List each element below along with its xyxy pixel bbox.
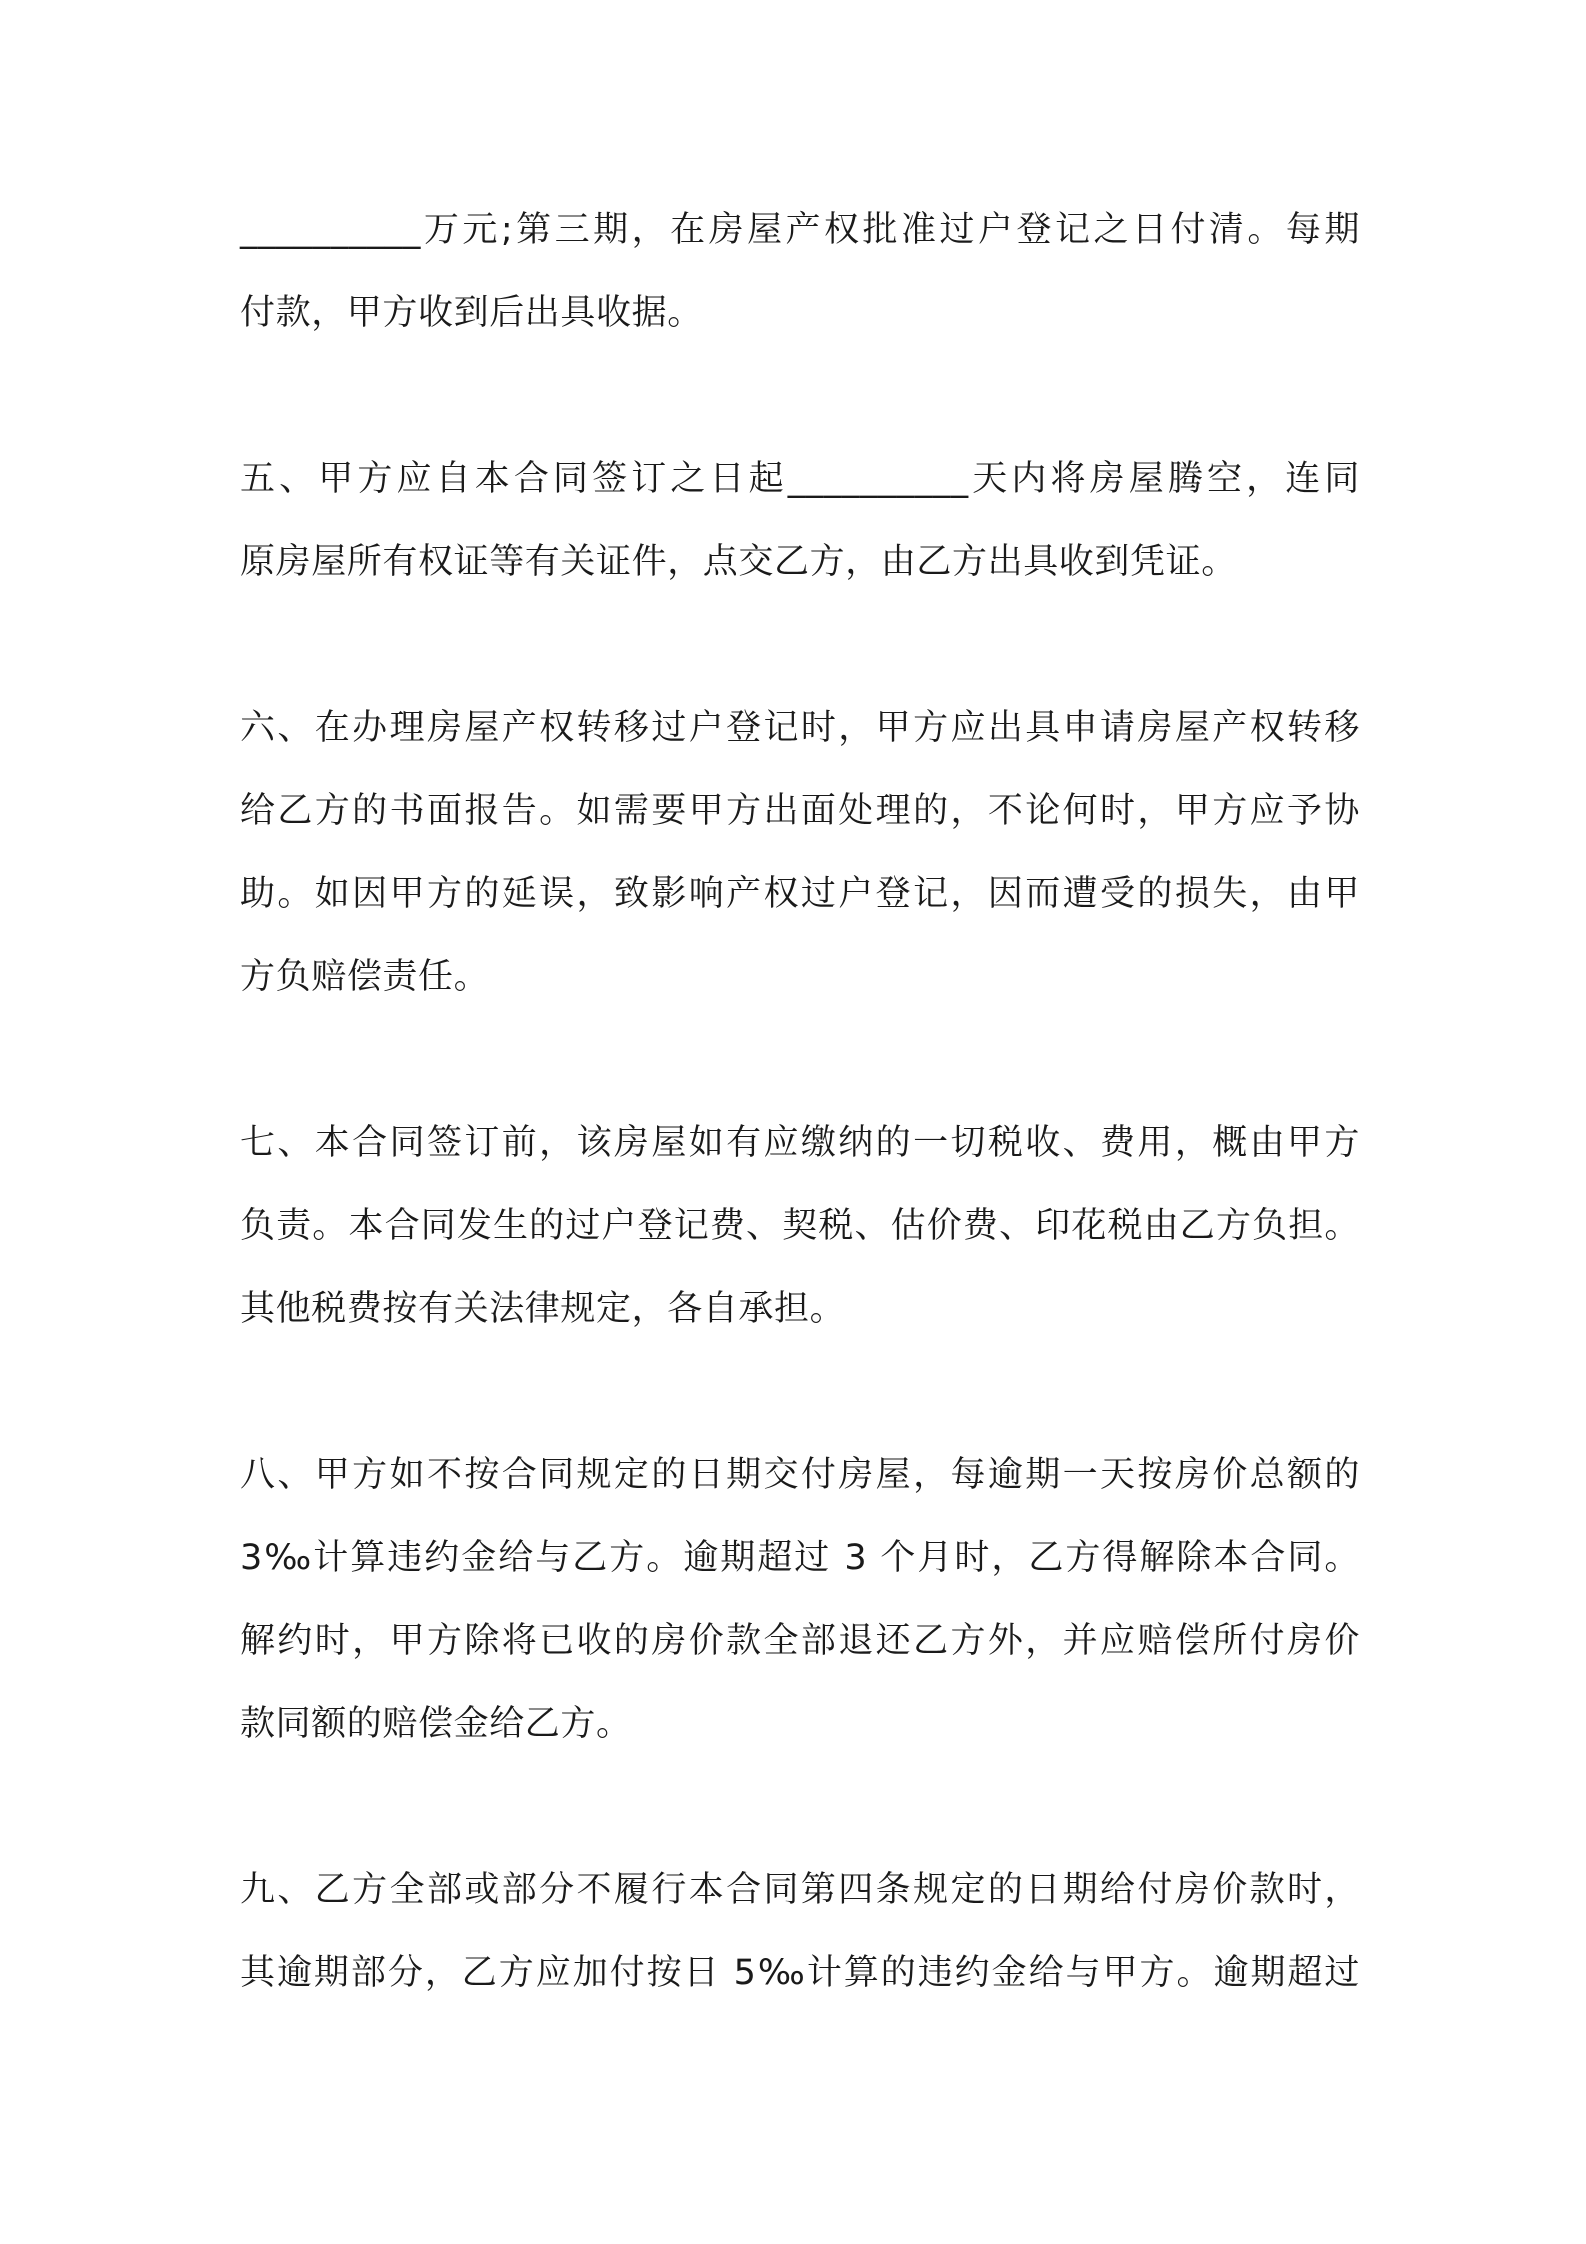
text-line: 其他税费按有关法律规定，各自承担。 <box>240 1289 846 1329</box>
text-line: 解约时，甲方除将已收的房价款全部退还乙方外，并应赔偿所付房价 <box>240 1621 1360 1661</box>
text-line: 给乙方的书面报告。如需要甲方出面处理的，不论何时，甲方应予协 <box>240 791 1360 831</box>
text-line: 九、乙方全部或部分不履行本合同第四条规定的日期给付房价款时， <box>240 1870 1360 1910</box>
text-line: 3‰计算违约金给与乙方。逾期超过 3 个月时，乙方得解除本合同。 <box>240 1538 1360 1578</box>
text-line: 八、甲方如不按合同规定的日期交付房屋，每逾期一天按房价总额的 <box>240 1455 1360 1495</box>
text-line: 付款，甲方收到后出具收据。 <box>240 293 703 333</box>
text-line: 方负赔偿责任。 <box>240 957 490 997</box>
text-line: __________万元;第三期，在房屋产权批准过户登记之日付清。每期 <box>240 210 1360 250</box>
text-line: 其逾期部分，乙方应加付按日 5‰计算的违约金给与甲方。逾期超过 <box>240 1953 1360 1993</box>
text-line: 原房屋所有权证等有关证件，点交乙方，由乙方出具收到凭证。 <box>240 542 1237 582</box>
text-line: 七、本合同签订前，该房屋如有应缴纳的一切税收、费用，概由甲方 <box>240 1123 1360 1163</box>
text-line: 负责。本合同发生的过户登记费、契税、估价费、印花税由乙方负担。 <box>240 1206 1360 1246</box>
text-line: 五、甲方应自本合同签订之日起__________天内将房屋腾空，连同 <box>240 459 1360 499</box>
text-line: 助。如因甲方的延误，致影响产权过户登记，因而遭受的损失，由甲 <box>240 874 1360 914</box>
text-line: 六、在办理房屋产权转移过户登记时，甲方应出具申请房屋产权转移 <box>240 708 1360 748</box>
text-line: 款同额的赔偿金给乙方。 <box>240 1704 632 1744</box>
